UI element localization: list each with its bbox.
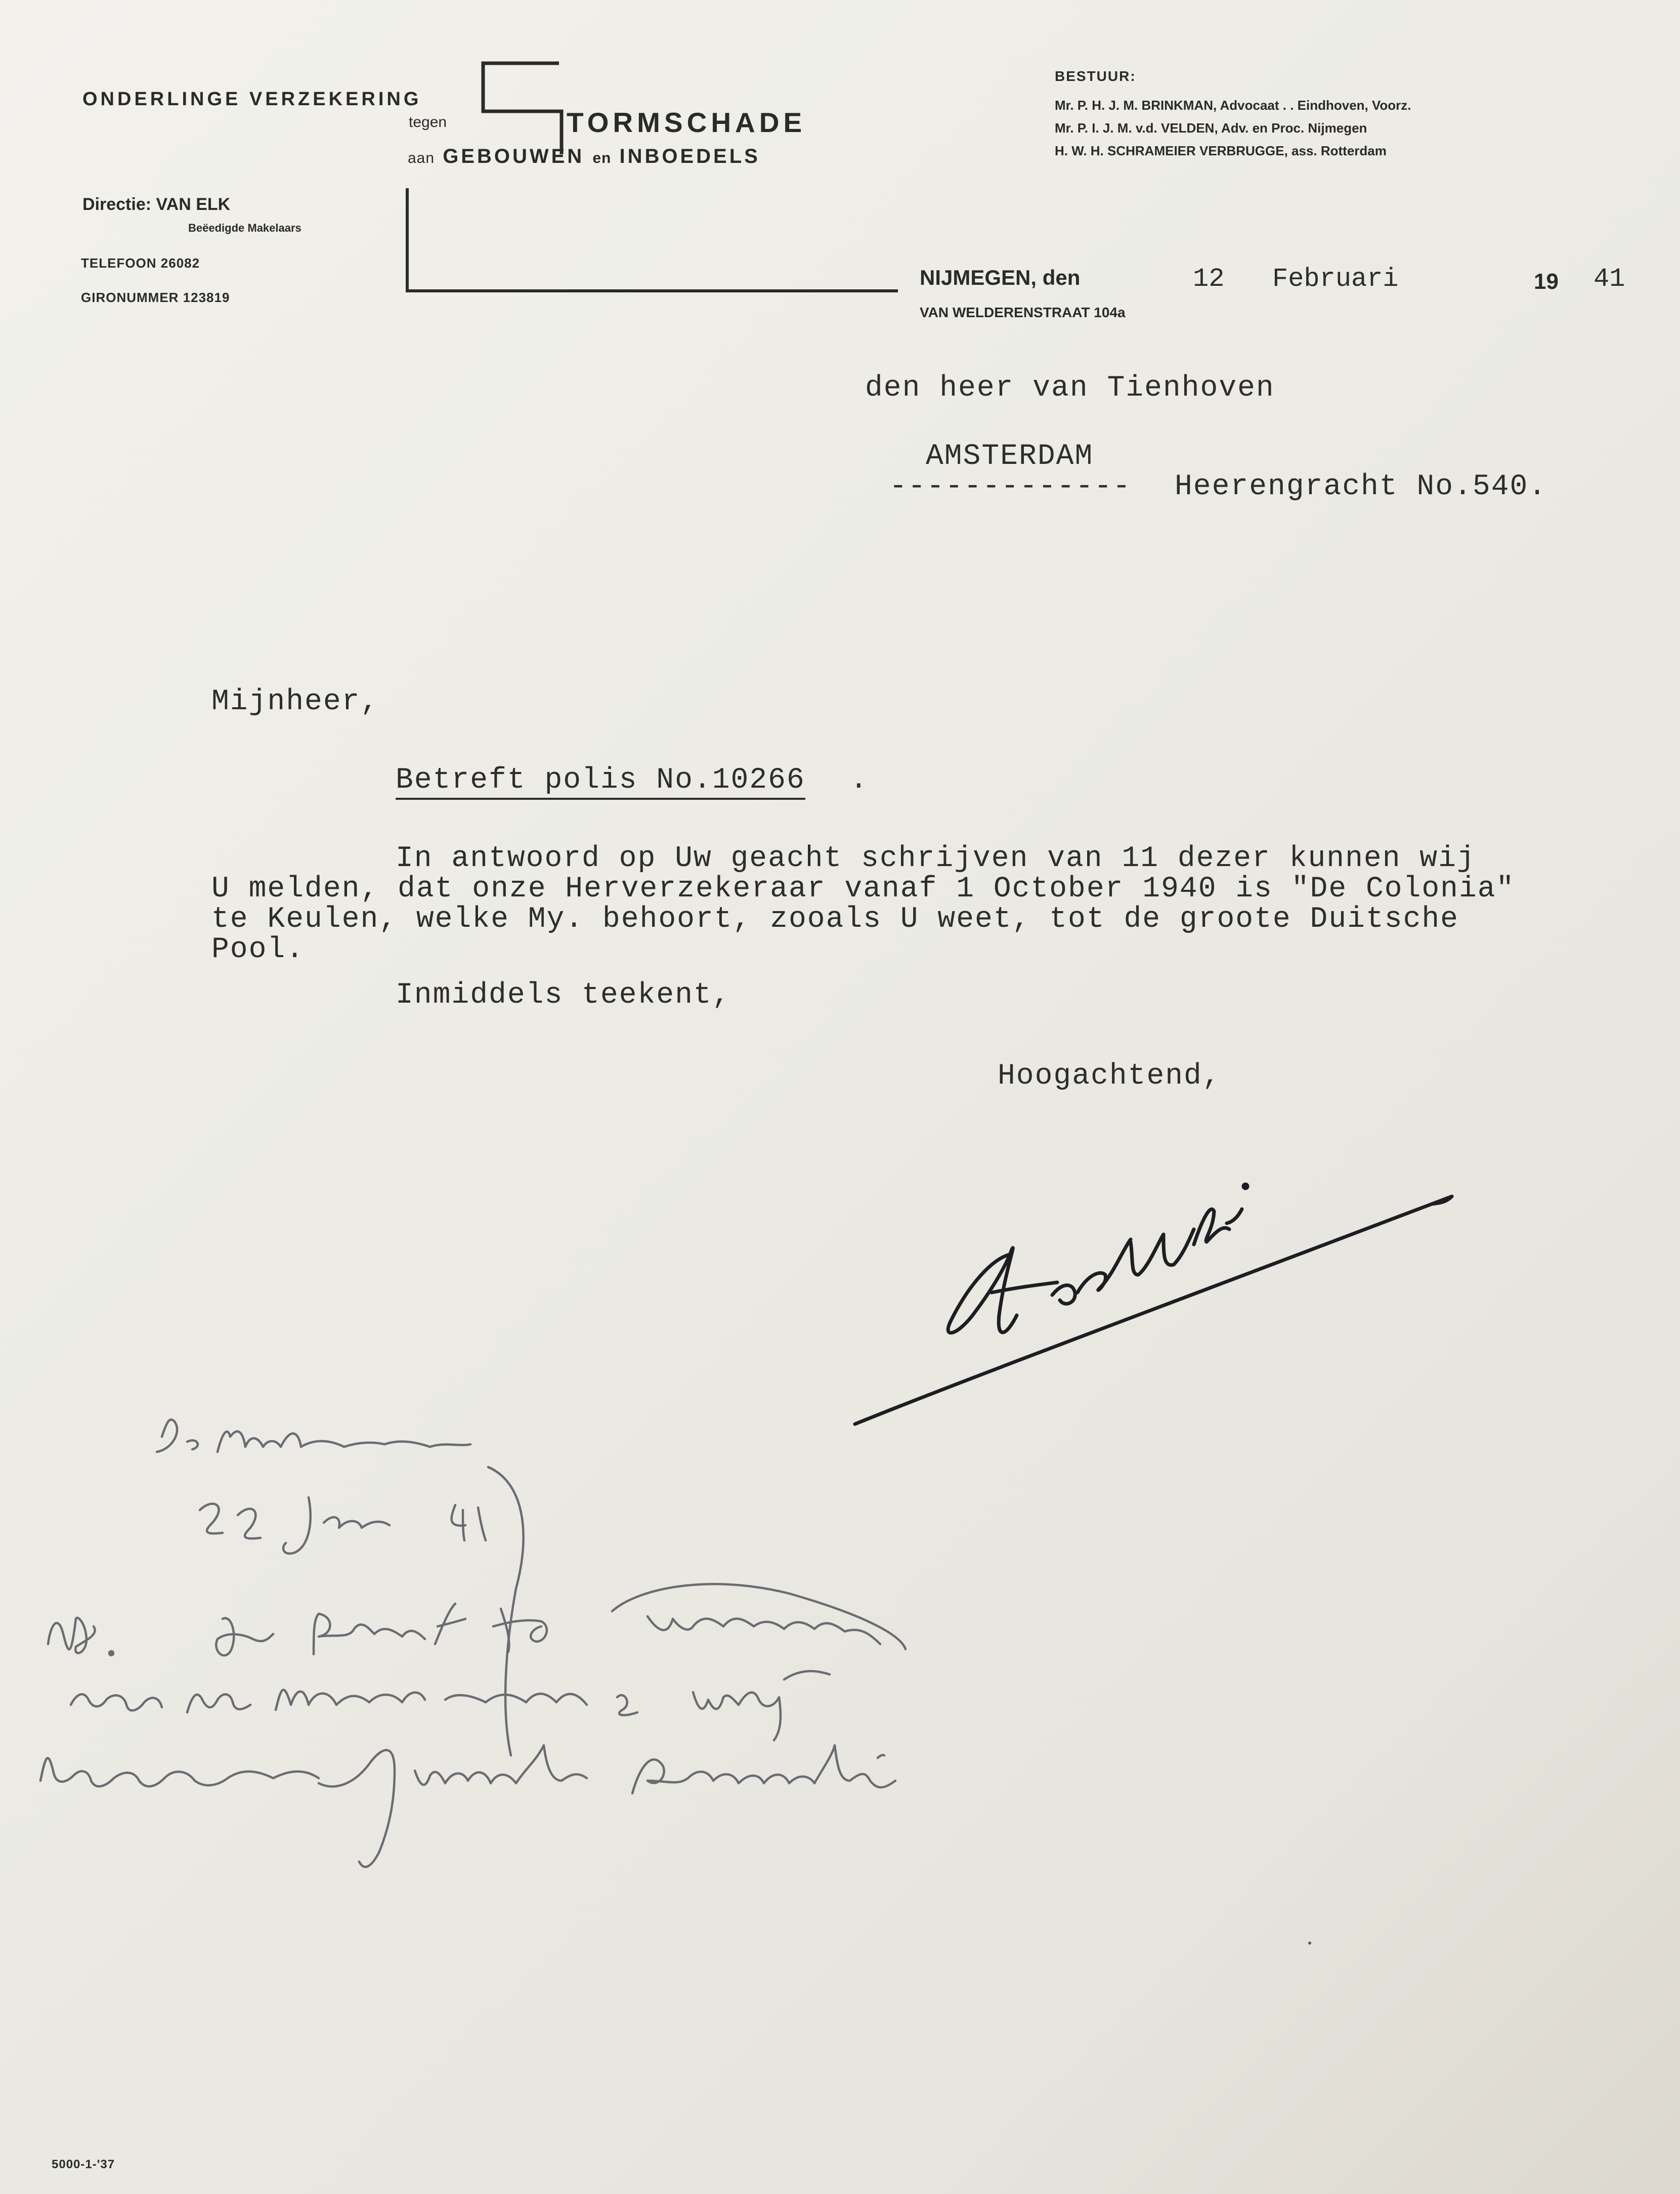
gironummer: GIRONUMMER 123819 (81, 290, 230, 305)
logo-stormschade: TORMSCHADE (567, 107, 806, 138)
body-line: Pool. (211, 933, 305, 966)
date-year-prefix: 19 (1534, 269, 1559, 294)
directie: Directie: VAN ELK (82, 195, 231, 214)
logo-gebouwen: GEBOUWEN (443, 145, 585, 167)
recipient-name: den heer van Tienhoven (865, 372, 1275, 405)
body-line: Inmiddels teekent, (396, 979, 731, 1012)
subject-line: Betreft polis No.10266 (396, 764, 805, 800)
body-line: U melden, dat onze Herverzekeraar vanaf 1 October 1940 is "De Colonia" (211, 873, 1515, 906)
telefoon: TELEFOON 26082 (81, 255, 200, 271)
logo-aan: aan (408, 150, 435, 166)
closing: Hoogachtend, (998, 1060, 1221, 1093)
place-label: NIJMEGEN, den (920, 266, 1081, 289)
date-day: 12 (1193, 264, 1225, 294)
body-line: te Keulen, welke My. behoort, zooals U weet, tot de groote Duitsche (211, 903, 1459, 936)
salutation: Mijnheer, (211, 685, 379, 718)
org-name: ONDERLINGE VERZEKERING (82, 89, 422, 110)
print-code: 5000-1-'37 (52, 2158, 115, 2171)
date-year-suffix: 41 (1593, 264, 1625, 294)
subject-period: . (850, 764, 869, 797)
bestuur-line: Mr. P. H. J. M. BRINKMAN, Advocaat . . Eindhoven, Voorz. (1055, 98, 1411, 113)
bestuur-title: BESTUUR: (1055, 68, 1136, 84)
street-address: VAN WELDERENSTRAAT 104a (920, 305, 1126, 320)
logo-inboedels: INBOEDELS (619, 145, 760, 167)
pencil-mark (1308, 1942, 1311, 1945)
logo-tegen: tegen (409, 114, 447, 131)
bestuur-line: Mr. P. I. J. M. v.d. VELDEN, Adv. en Proc. Nijmegen (1055, 120, 1367, 136)
recipient-street: Heerengracht No.540. (1175, 470, 1547, 503)
makelaars: Beëedigde Makelaars (188, 222, 301, 234)
address-dashes: ------------- (889, 470, 1132, 503)
recipient-city: AMSTERDAM (926, 440, 1094, 473)
logo-en: en (592, 150, 612, 166)
date-month: Februari (1272, 264, 1399, 294)
body-line: In antwoord op Uw geacht schrijven van 11 dezer kunnen wij (396, 842, 1476, 875)
bestuur-line: H. W. H. SCHRAMEIER VERBRUGGE, ass. Rotterdam (1055, 143, 1387, 158)
